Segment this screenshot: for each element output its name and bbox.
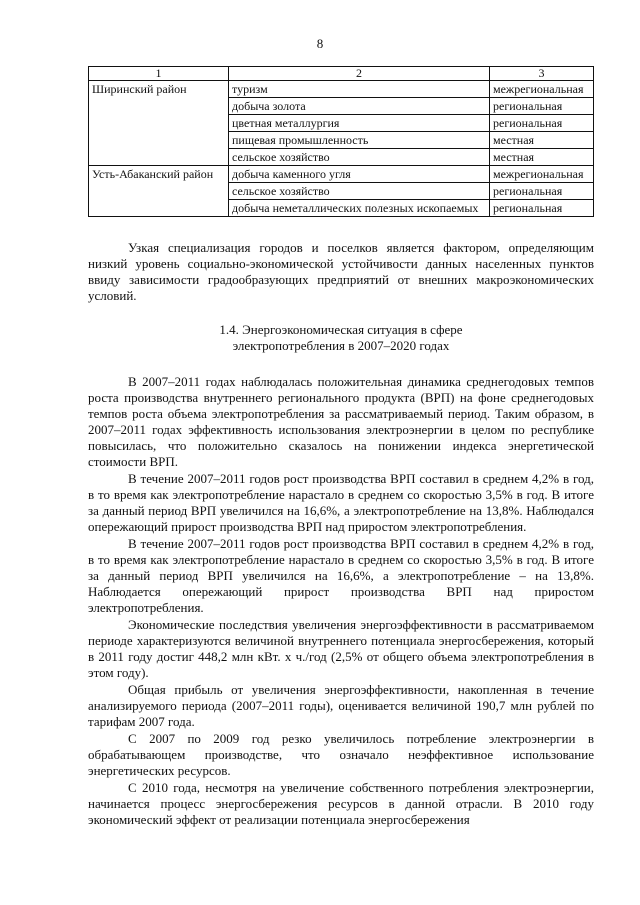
level-cell: местная <box>490 132 594 149</box>
specialization-table <box>88 66 594 217</box>
paragraph: В 2007–2011 годах наблюдалась положительная динамика среднегодовых темпов роста производства внутреннего регионального продукта (ВРП) на фоне среднегодовых темпов роста объема электропотребления за рассматриваемый период. Таким образом, в 2007–2011 годах эффективность использования электроэнергии в целом по республике повысилась, что положительно сказалось на понижении индекса энергетической стоимости ВРП. <box>88 374 594 469</box>
sector-cell: добыча неметаллических полезных ископаемых <box>229 200 490 217</box>
table-header-cell: 1 <box>89 67 229 81</box>
intro-block <box>88 240 594 304</box>
paragraph: Общая прибыль от увеличения энергоэффективности, накопленная в течение анализируемого периода (2007–2011 годы), оценивается величиной 190,7 млн рублей по тарифам 2007 года. <box>88 682 594 729</box>
level-cell: межрегиональная <box>490 166 594 183</box>
level-cell: региональная <box>490 98 594 115</box>
paragraph: В течение 2007–2011 годов рост производства ВРП составил в среднем 4,2% в год, в то время как электропотребление нарастало в среднем со скоростью 3,5% в год. В итоге за данный период ВРП увеличился на 16,6%, а электропотребление – на 13,8%. Наблюдается опережающий прирост производства ВРП над приростом электропотребления. <box>88 536 594 615</box>
level-cell: региональная <box>490 115 594 132</box>
paragraph: Экономические последствия увеличения энергоэффективности в рассматриваемом периоде характеризуются величиной внутреннего потенциала энергосбережения, который в 2011 году достиг 448,2 млн кВт. х ч./год (2,5% от общего объема электропотребления в этом году). <box>88 617 594 680</box>
sector-cell: туризм <box>229 81 490 98</box>
level-cell: межрегиональная <box>490 81 594 98</box>
table-header-cell: 3 <box>490 67 594 81</box>
intro-paragraph: Узкая специализация городов и поселков является фактором, определяющим низкий уровень социально-экономической устойчивости данных населенных пунктов ввиду зависимости градообразующих предприятий от внешних макроэкономических условий. <box>88 240 594 303</box>
table-row <box>89 81 594 98</box>
section-heading-line: электропотребления в 2007–2020 годах <box>232 338 450 353</box>
sector-cell: пищевая промышленность <box>229 132 490 149</box>
level-cell: местная <box>490 149 594 166</box>
level-cell: региональная <box>490 183 594 200</box>
sector-cell: сельское хозяйство <box>229 149 490 166</box>
sector-cell: цветная металлургия <box>229 115 490 132</box>
district-cell: Усть-Абаканский район <box>89 166 229 217</box>
level-cell: региональная <box>490 200 594 217</box>
page-number: 8 <box>316 36 324 51</box>
section-heading <box>88 322 594 354</box>
table-header-row <box>89 67 594 81</box>
sector-cell: сельское хозяйство <box>229 183 490 200</box>
section-body <box>88 374 594 828</box>
paragraph: В течение 2007–2011 годов рост производства ВРП составил в среднем 4,2% в год, в то время как электропотребление нарастало в среднем со скоростью 3,5% в год. В итоге за данный период ВРП увеличился на 16,6%, а электропотребление на 13,8%. Наблюдался опережающий прирост производства ВРП над приростом электропотребления. <box>88 471 594 534</box>
sector-cell: добыча золота <box>229 98 490 115</box>
paragraph: С 2007 по 2009 год резко увеличилось потребление электроэнергии в обрабатывающем производстве, что означало неэффективное использование энергетических ресурсов. <box>88 731 594 778</box>
table-row <box>89 166 594 183</box>
paragraph: С 2010 года, несмотря на увеличение собственного потребления электроэнергии, начинается процесс энергосбережения ресурсов в данной отрасли. В 2010 году экономический эффект от реализации потенциала энергосбережения <box>88 780 594 827</box>
section-heading-line: 1.4. Энергоэкономическая ситуация в сфере <box>219 322 463 337</box>
table-header-cell: 2 <box>229 67 490 81</box>
district-cell: Ширинский район <box>89 81 229 166</box>
sector-cell: добыча каменного угля <box>229 166 490 183</box>
